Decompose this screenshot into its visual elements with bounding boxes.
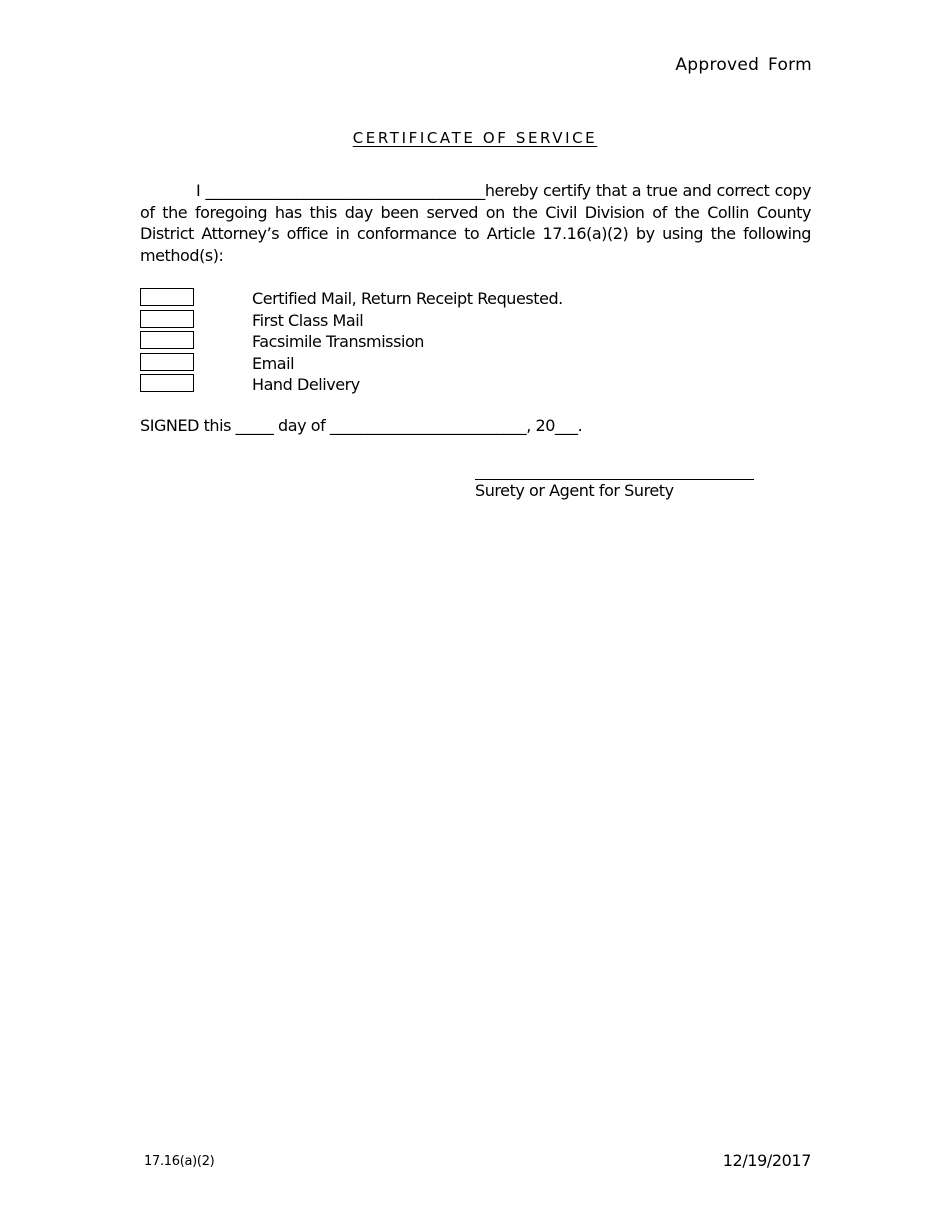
email-checkbox[interactable] (140, 353, 194, 371)
signature-caption: Surety or Agent for Surety (475, 481, 674, 500)
signed-date-line[interactable]: SIGNED this _____ day of __________________________, 20___. (140, 416, 583, 435)
first-class-mail-checkbox[interactable] (140, 310, 194, 328)
facsimile-checkbox[interactable] (140, 331, 194, 349)
hand-delivery-checkbox[interactable] (140, 374, 194, 392)
method-row-facsimile (140, 331, 811, 353)
approved-form-label: Approved Form (675, 55, 812, 75)
document-title (0, 129, 950, 147)
document-title-text: CERTIFICATE OF SERVICE (352, 129, 598, 147)
paragraph-body: hereby certify that a true and correct copy of the foregoing has this day been served on the Civil Division of the Collin County District Attorney’s office in conformance to Article 17.16(a)(2) by using the following method(s): (140, 181, 811, 265)
method-label: Facsimile Transmission (252, 332, 424, 351)
signature-line[interactable] (475, 479, 754, 480)
name-blank[interactable]: _____________________________________ (205, 181, 485, 200)
certification-paragraph (140, 180, 811, 266)
method-label: Certified Mail, Return Receipt Requested. (252, 289, 563, 308)
footer-form-number: 17.16(a)(2) (144, 1154, 215, 1169)
method-row-hand-delivery (140, 374, 811, 396)
method-row-first-class-mail (140, 310, 811, 332)
method-label: First Class Mail (252, 310, 364, 330)
method-label: Hand Delivery (252, 375, 360, 394)
service-methods-list (140, 288, 811, 396)
method-row-certified-mail (140, 288, 811, 310)
method-label: Email (252, 353, 295, 373)
method-row-email (140, 353, 811, 375)
certified-mail-checkbox[interactable] (140, 288, 194, 306)
paragraph-lead: I (196, 181, 201, 200)
footer-date: 12/19/2017 (722, 1151, 811, 1170)
